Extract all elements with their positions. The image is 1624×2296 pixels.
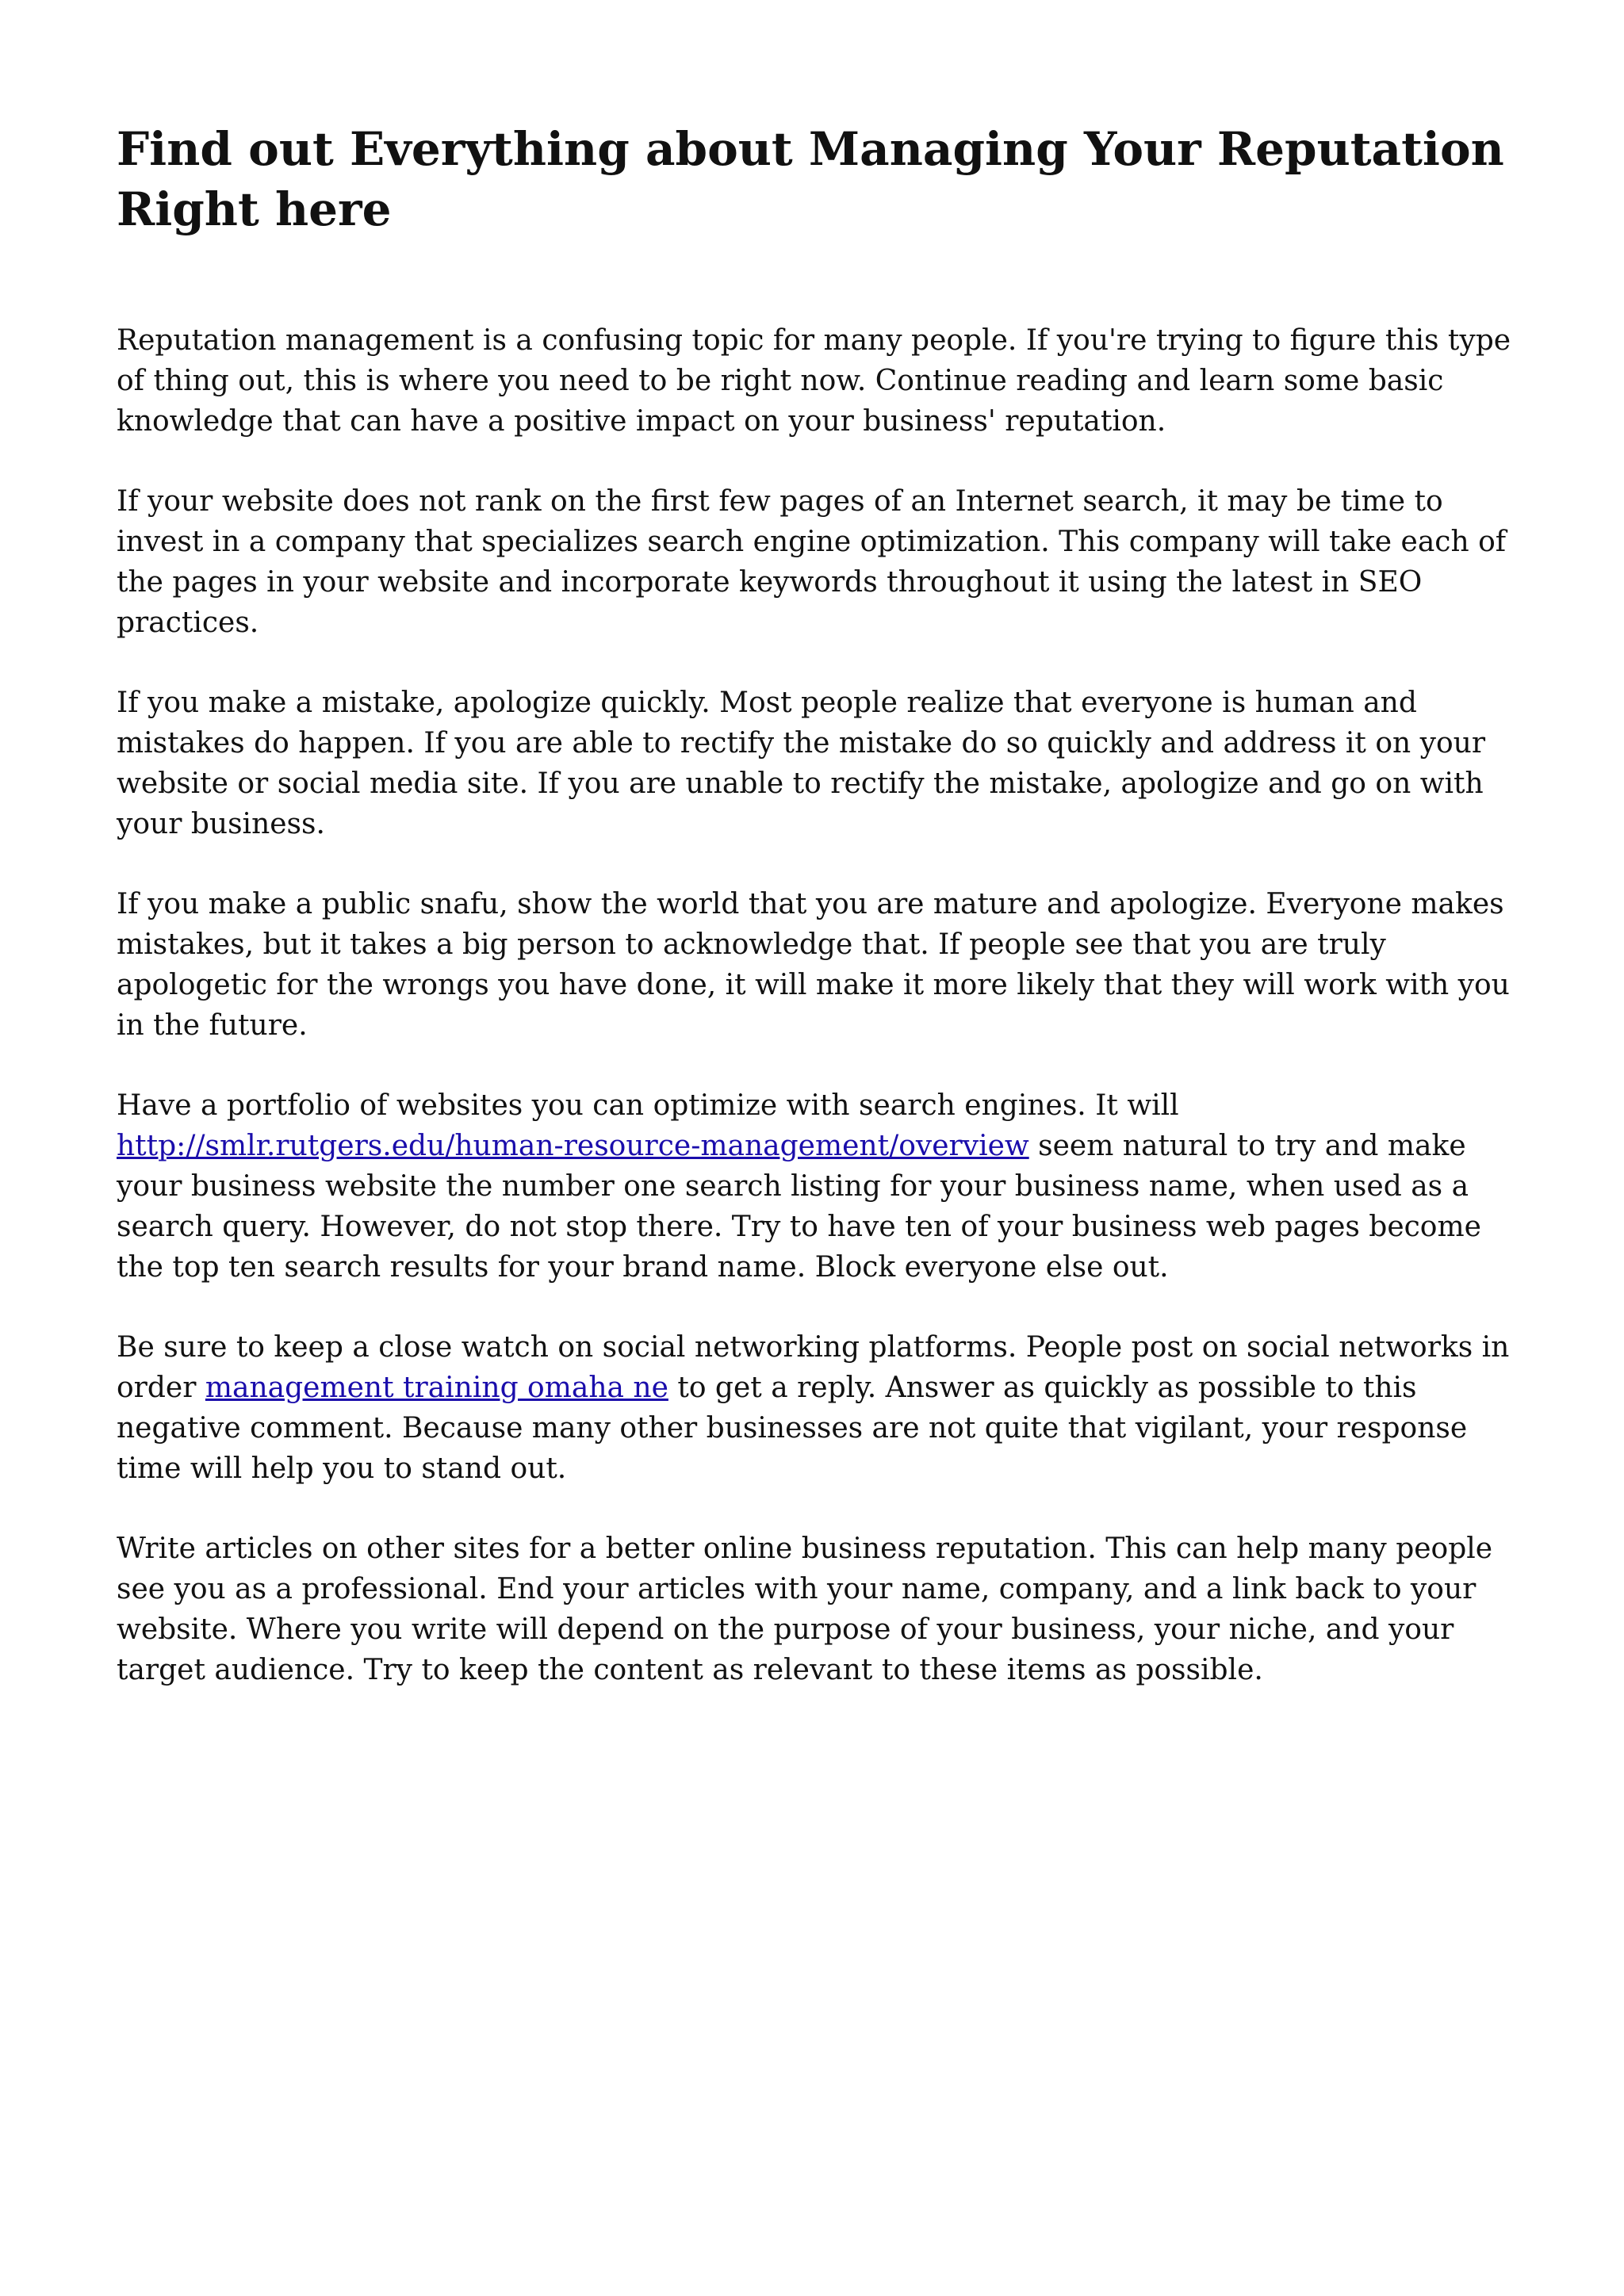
paragraph-5	[117, 1085, 1520, 1288]
paragraph-3: If you make a mistake, apologize quickly. Most people realize that everyone is human and mistakes do happen. If you are able to rectify the mistake do so quickly and address it on your website or social media site. If you are unable to rectify the mistake, apologize and go on with your business.	[117, 687, 1486, 840]
paragraph-7: Write articles on other sites for a better online business reputation. This can help many people see you as a professional. End your articles with your name, company, and a link back to your website. Where you write will depend on the purpose of your business, your niche, and your target audience. Try to keep the content as relevant to these items as possible.	[117, 1533, 1493, 1686]
rutgers-hr-link[interactable]: http://smlr.rutgers.edu/human-resource-management/overview	[117, 1130, 1029, 1162]
paragraph-6-text-after: to get a reply. Answer as quickly as possible to this negative comment. Because many other businesses are not quite that vigilant, your response time will help you to stand out.	[117, 1372, 1468, 1485]
paragraph-4: If you make a public snafu, show the world that you are mature and apologize. Everyone makes mistakes, but it takes a big person to acknowledge that. If people see that you are truly apologetic for the wrongs you have done, it will make it more likely that they will work with you in the future.	[117, 888, 1510, 1042]
paragraph-5-text-before: Have a portfolio of websites you can optimize with search engines. It will	[117, 1089, 1179, 1122]
paragraph-6-text-before: Be sure to keep a close watch on social networking platforms. People post on social networks in order	[117, 1331, 1510, 1404]
article-title: Find out Everything about Managing Your Reputation Right here	[117, 122, 1504, 236]
paragraph-1: Reputation management is a confusing topic for many people. If you're trying to figure this type of thing out, this is where you need to be right now. Continue reading and learn some basic knowledge that can have a positive impact on your business' reputation.	[117, 324, 1511, 438]
paragraph-2: If your website does not rank on the first few pages of an Internet search, it may be time to invest in a company that specializes search engine optimization. This company will take each of the pages in your website and incorporate keywords throughout it using the latest in SEO practices.	[117, 485, 1507, 639]
article	[117, 119, 1520, 1730]
management-training-link[interactable]: management training omaha ne	[205, 1372, 668, 1404]
article-body	[117, 320, 1520, 1690]
paragraph-5-text-after: seem natural to try and make your business website the number one search listing for your business name, when used as a search query. However, do not stop there. Try to have ten of your business web pages become the top ten search results for your brand name. Block everyone else out.	[117, 1130, 1481, 1284]
paragraph-6	[117, 1327, 1520, 1489]
